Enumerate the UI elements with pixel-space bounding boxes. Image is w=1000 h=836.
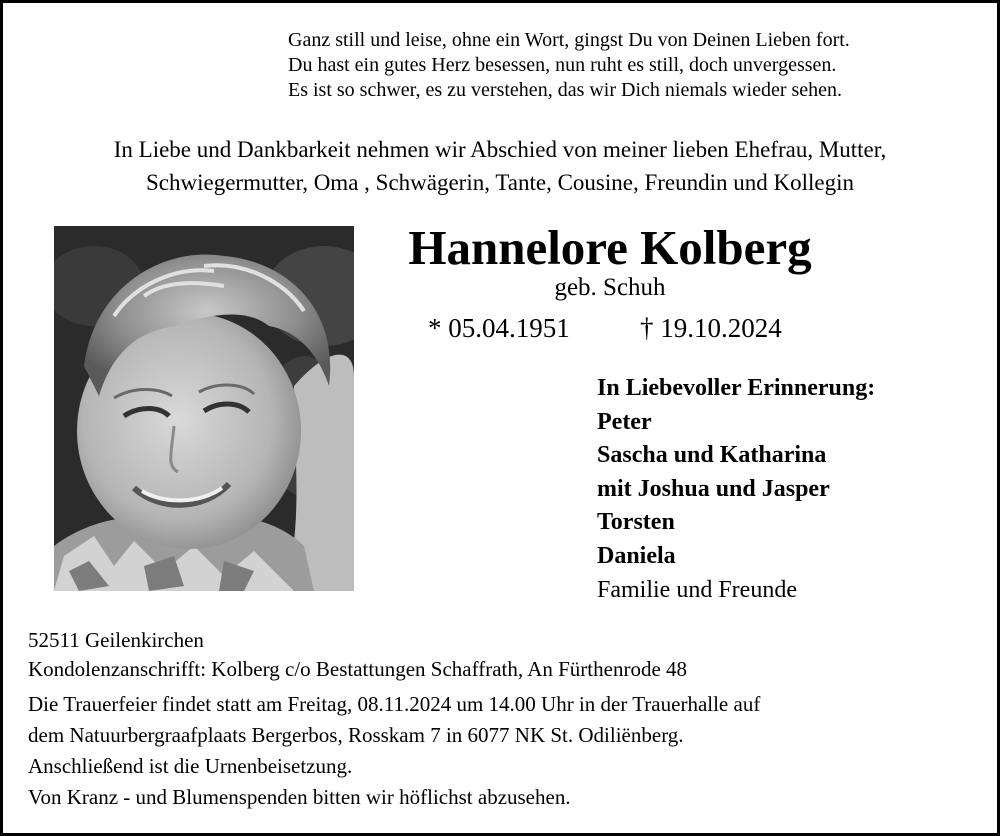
farewell-intro — [10, 133, 990, 199]
portrait-image — [54, 226, 354, 591]
info-line: Von Kranz - und Blumenspenden bitten wir höflichst abzusehen. — [28, 785, 571, 809]
mourner-name: Torsten — [597, 509, 675, 536]
mourners-closing: Familie und Freunde — [597, 576, 797, 603]
memorial-verse — [288, 28, 988, 103]
info-line: dem Natuurbergraafplaats Bergerbos, Rosskam 7 in 6077 NK St. Odiliënberg. — [28, 723, 684, 747]
verse-line: Es ist so schwer, es zu verstehen, das wir Dich niemals wieder sehen. — [288, 79, 843, 101]
info-line: Die Trauerfeier findet statt am Freitag, 08.11.2024 um 14.00 Uhr in der Trauerhalle auf — [28, 692, 761, 716]
info-line: Anschließend ist die Urnenbeisetzung. — [28, 754, 353, 778]
mourner-name: Peter — [597, 408, 652, 435]
mourner-name: Daniela — [597, 542, 676, 569]
funeral-info — [28, 689, 988, 813]
portrait-photo — [54, 226, 354, 591]
intro-line: In Liebe und Dankbarkeit nehmen wir Abschied von meiner lieben Ehefrau, Mutter, — [113, 137, 887, 162]
condolence-address: Kondolenzanschrifft: Kolberg c/o Bestattungen Schaffrath, An Fürthenrode 48 — [28, 657, 688, 681]
mourner-name: Sascha und Katharina — [597, 442, 827, 469]
verse-line: Du hast ein gutes Herz besessen, nun ruht es still, doch unvergessen. — [288, 54, 837, 76]
mourners-list — [597, 372, 987, 607]
birth-date: * 05.04.1951 — [428, 313, 570, 343]
intro-line: Schwiegermutter, Oma , Schwägerin, Tante, Cousine, Freundin und Kollegin — [146, 170, 854, 195]
address-block — [28, 626, 988, 684]
verse-line: Ganz still und leise, ohne ein Wort, gingst Du von Deinen Lieben fort. — [288, 29, 850, 51]
city-line: 52511 Geilenkirchen — [28, 628, 204, 652]
death-date: † 19.10.2024 — [640, 313, 782, 343]
mourners-heading: In Liebevoller Erinnerung: — [597, 375, 876, 401]
deceased-name: Hannelore Kolberg — [408, 220, 812, 275]
maiden-name: geb. Schuh — [554, 274, 666, 301]
mourner-name: mit Joshua und Jasper — [597, 475, 830, 502]
